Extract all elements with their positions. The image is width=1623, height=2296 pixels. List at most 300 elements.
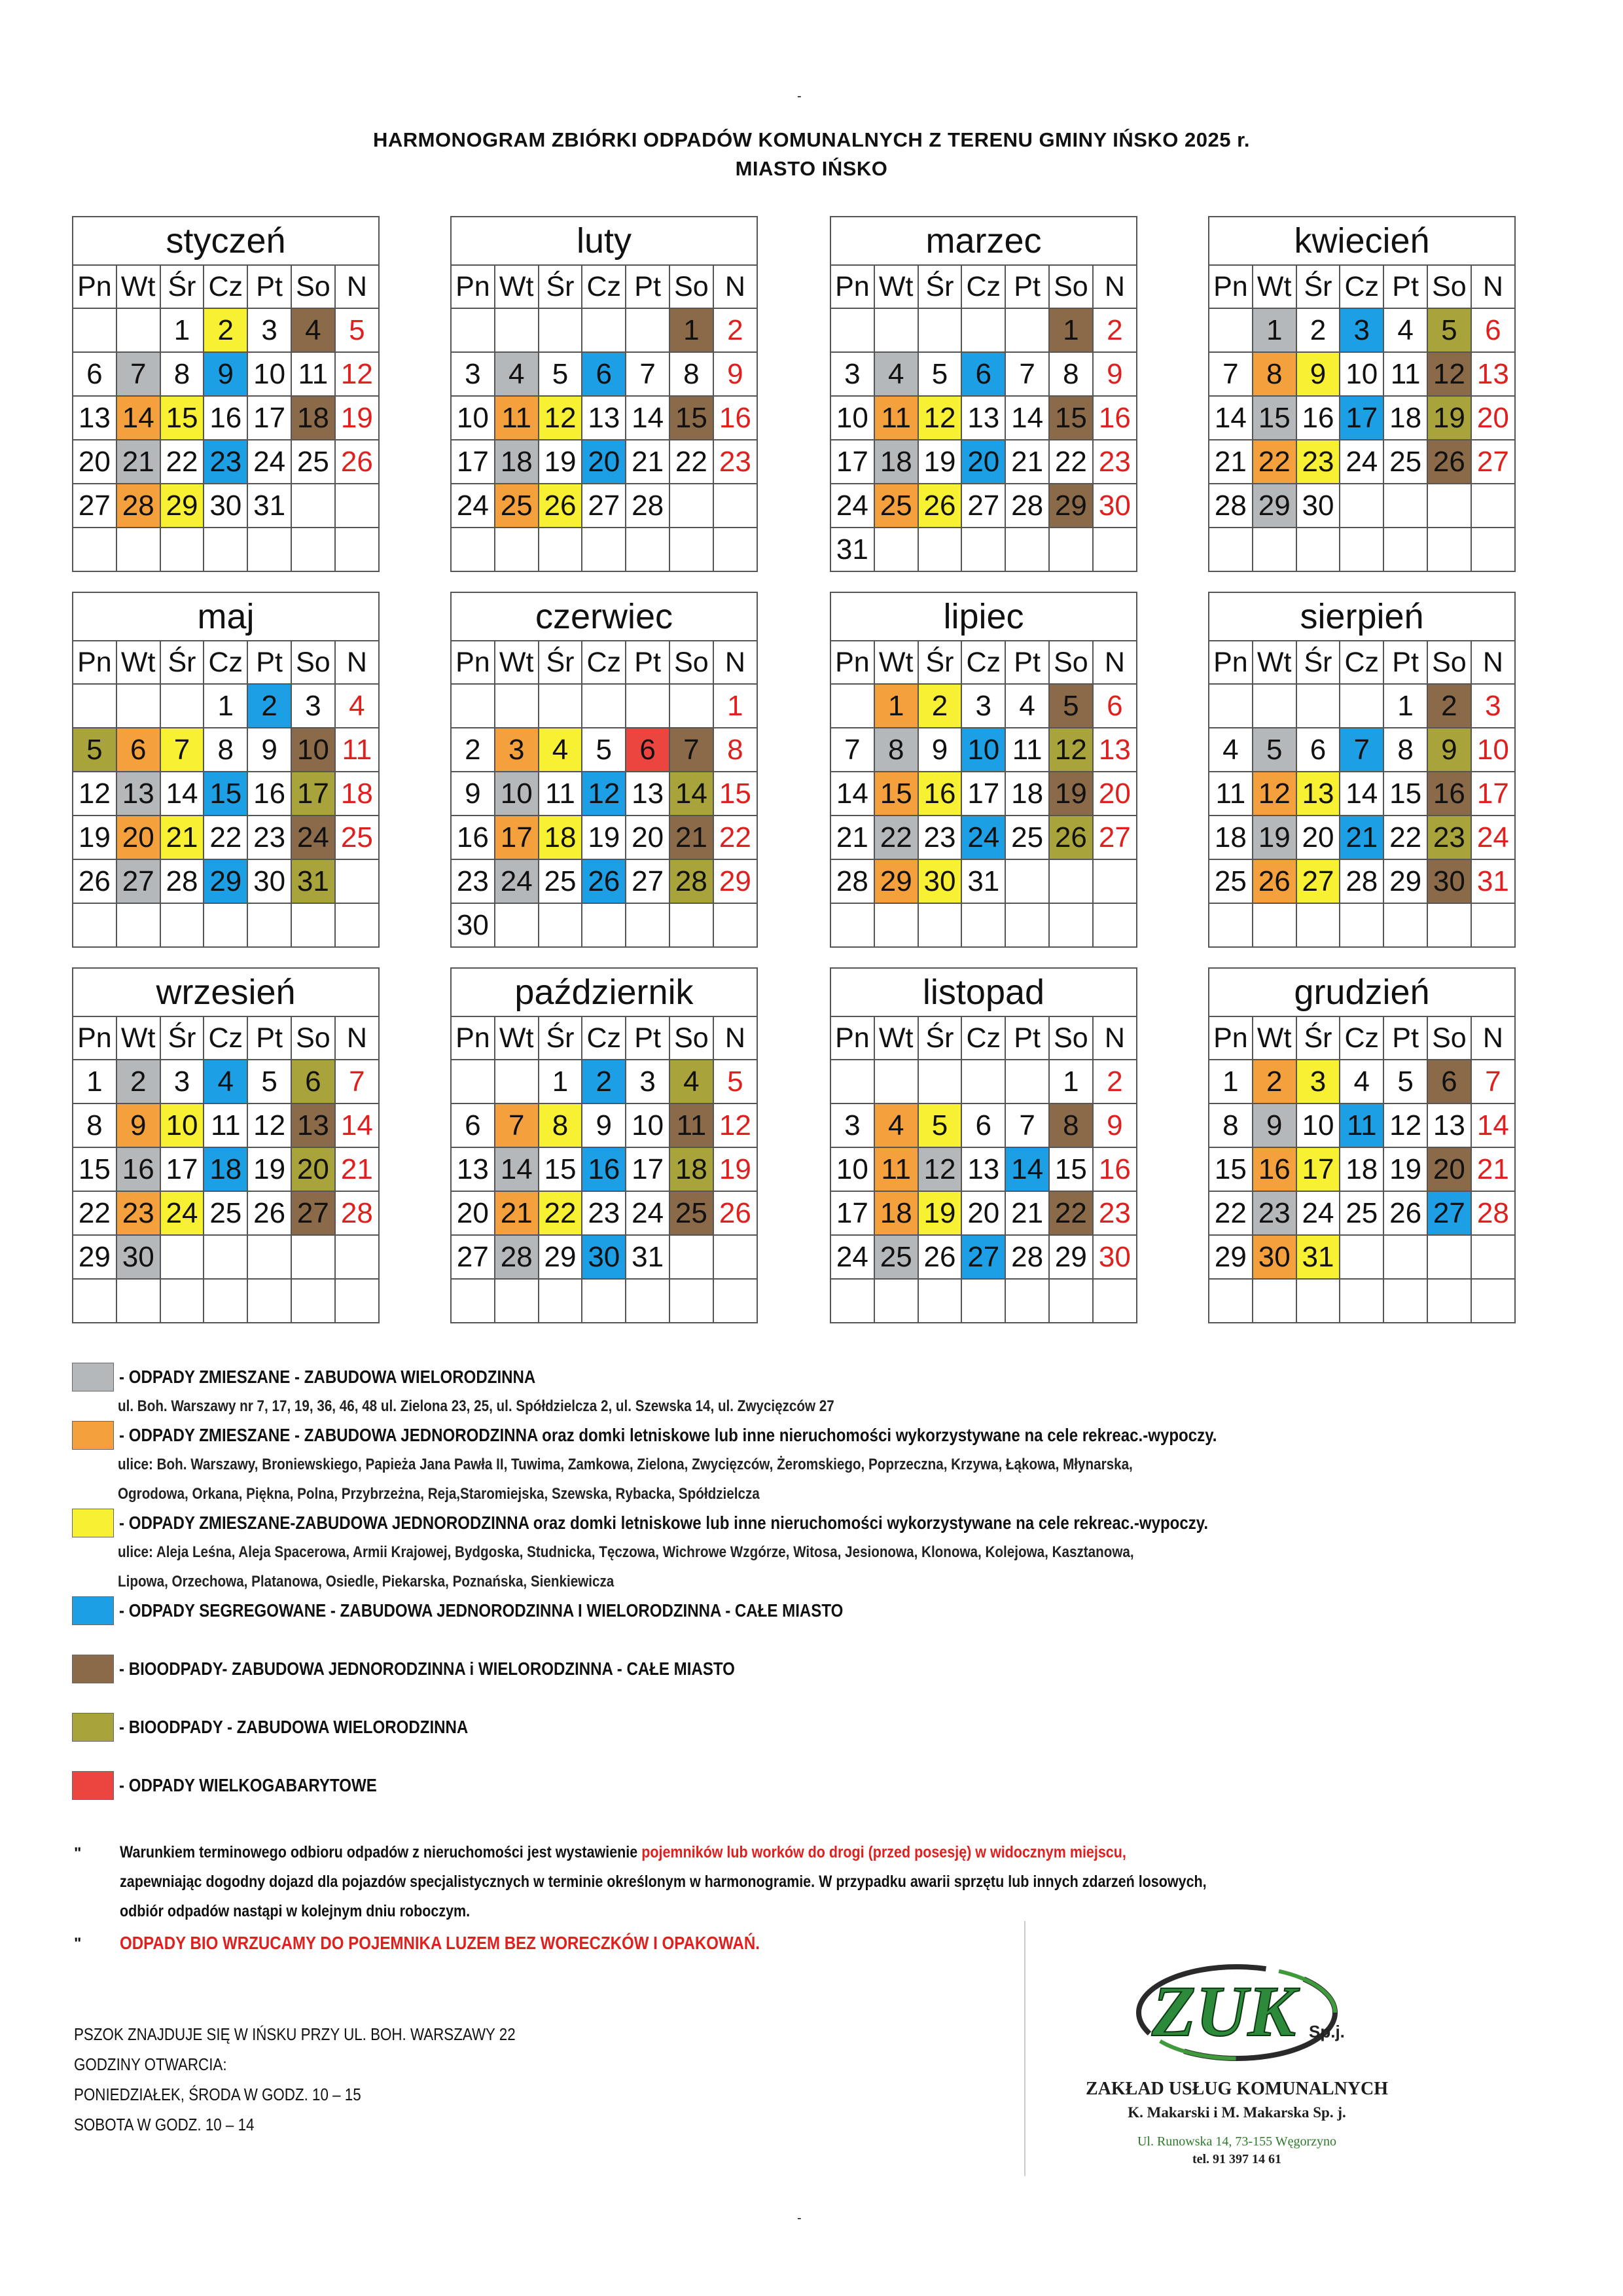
weekday-header: So	[1427, 641, 1471, 684]
legend-swatch-brown	[72, 1655, 114, 1683]
month-0	[72, 216, 380, 572]
day-cell: 16	[1253, 1147, 1296, 1191]
day-cell: 2	[582, 1060, 626, 1103]
empty-cell	[1253, 528, 1296, 571]
day-cell: 5	[918, 352, 962, 396]
day-cell: 16	[1296, 396, 1340, 440]
legend-label-yellow: - ODPADY ZMIESZANE-ZABUDOWA JEDNORODZINNA oraz domki letniskowe lub inne nieruchomości wykorzystywane na cele rekreac.-wypoczy.	[119, 1513, 1209, 1533]
day-cell: 7	[495, 1103, 539, 1147]
weekday-header: Śr	[1296, 641, 1340, 684]
month-name: maj	[73, 592, 379, 641]
day-cell: 8	[1209, 1103, 1253, 1147]
day-cell: 15	[160, 396, 204, 440]
day-cell: 30	[247, 859, 291, 903]
day-cell: 6	[961, 1103, 1005, 1147]
empty-cell	[1253, 903, 1296, 947]
weekday-header: So	[291, 265, 335, 308]
day-cell: 30	[116, 1235, 160, 1279]
legend	[72, 1363, 1433, 1800]
empty-cell	[116, 528, 160, 571]
day-cell: 13	[961, 396, 1005, 440]
empty-cell	[669, 1279, 713, 1323]
empty-cell	[73, 903, 116, 947]
title-line-1: HARMONOGRAM ZBIÓRKI ODPADÓW KOMUNALNYCH Z TERENU GMINY IŃSKO 2025 r.	[372, 128, 1251, 151]
day-cell: 30	[1427, 859, 1471, 903]
weekday-header: Cz	[1340, 1016, 1383, 1060]
day-cell: 18	[874, 440, 918, 484]
empty-cell	[874, 1279, 918, 1323]
day-cell: 1	[1209, 1060, 1253, 1103]
month-6	[830, 592, 1137, 948]
day-cell: 2	[713, 308, 757, 352]
day-cell: 4	[495, 352, 539, 396]
day-cell: 29	[1383, 859, 1427, 903]
note-1-line-1	[120, 1838, 1126, 1867]
weekday-header: N	[1471, 265, 1515, 308]
day-cell: 16	[713, 396, 757, 440]
day-cell: 27	[1296, 859, 1340, 903]
empty-cell	[291, 484, 335, 528]
empty-cell	[160, 528, 204, 571]
company-logo-block	[1021, 1914, 1453, 2176]
day-cell: 28	[1340, 859, 1383, 903]
empty-cell	[961, 528, 1005, 571]
day-cell: 14	[830, 772, 874, 816]
day-cell: 11	[1005, 728, 1049, 772]
day-cell: 6	[291, 1060, 335, 1103]
day-cell: 30	[1296, 484, 1340, 528]
empty-cell	[1049, 859, 1093, 903]
day-cell: 25	[1383, 440, 1427, 484]
empty-cell	[291, 1279, 335, 1323]
day-cell: 25	[1340, 1191, 1383, 1235]
empty-cell	[1005, 1060, 1049, 1103]
day-cell: 1	[1049, 1060, 1093, 1103]
day-cell: 14	[1005, 396, 1049, 440]
weekday-header: N	[335, 1016, 379, 1060]
weekday-header: So	[291, 641, 335, 684]
empty-cell	[204, 903, 247, 947]
weekday-header: So	[1049, 265, 1093, 308]
legend-label-red: - ODPADY WIELKOGABARYTOWE	[119, 1775, 377, 1795]
day-cell: 29	[1049, 484, 1093, 528]
day-cell: 19	[539, 440, 582, 484]
day-cell: 28	[335, 1191, 379, 1235]
day-cell: 19	[1427, 396, 1471, 440]
day-cell: 7	[1209, 352, 1253, 396]
empty-cell	[874, 528, 918, 571]
empty-cell	[961, 1279, 1005, 1323]
empty-cell	[1427, 528, 1471, 571]
day-cell: 4	[874, 352, 918, 396]
day-cell: 30	[1253, 1235, 1296, 1279]
day-cell: 6	[116, 728, 160, 772]
empty-cell	[247, 528, 291, 571]
day-cell: 21	[1005, 1191, 1049, 1235]
day-cell: 17	[291, 772, 335, 816]
day-cell: 22	[1383, 816, 1427, 859]
empty-cell	[1471, 484, 1515, 528]
day-cell: 3	[160, 1060, 204, 1103]
empty-cell	[918, 308, 962, 352]
empty-cell	[73, 684, 116, 728]
weekday-header: N	[1471, 641, 1515, 684]
day-cell: 1	[713, 684, 757, 728]
weekday-header: So	[291, 1016, 335, 1060]
weekday-header: Wt	[1253, 1016, 1296, 1060]
weekday-header: N	[713, 641, 757, 684]
month-2	[830, 216, 1137, 572]
empty-cell	[1005, 903, 1049, 947]
weekday-header: So	[669, 641, 713, 684]
day-cell: 9	[1427, 728, 1471, 772]
empty-cell	[582, 308, 626, 352]
day-cell: 17	[1471, 772, 1515, 816]
day-cell: 23	[1296, 440, 1340, 484]
weekday-header: Pn	[830, 641, 874, 684]
weekday-header: N	[713, 265, 757, 308]
day-cell: 20	[961, 440, 1005, 484]
weekday-header: Śr	[160, 641, 204, 684]
day-cell: 24	[160, 1191, 204, 1235]
empty-cell	[1209, 308, 1253, 352]
month-name: październik	[451, 968, 757, 1016]
day-cell: 10	[830, 1147, 874, 1191]
empty-cell	[874, 903, 918, 947]
day-cell: 12	[539, 396, 582, 440]
weekday-header: Śr	[1296, 265, 1340, 308]
day-cell: 6	[626, 728, 669, 772]
day-cell: 9	[451, 772, 495, 816]
day-cell: 27	[291, 1191, 335, 1235]
month-9	[450, 967, 758, 1323]
empty-cell	[1093, 1279, 1137, 1323]
day-cell: 28	[626, 484, 669, 528]
day-cell: 14	[1209, 396, 1253, 440]
weekday-header: N	[335, 265, 379, 308]
day-cell: 27	[1093, 816, 1137, 859]
day-cell: 19	[582, 816, 626, 859]
weekday-header: Pn	[830, 1016, 874, 1060]
day-cell: 14	[626, 396, 669, 440]
day-cell: 26	[1427, 440, 1471, 484]
weekday-header: Pt	[1005, 1016, 1049, 1060]
day-cell: 3	[495, 728, 539, 772]
day-cell: 13	[1427, 1103, 1471, 1147]
day-cell: 22	[160, 440, 204, 484]
day-cell: 20	[1471, 396, 1515, 440]
weekday-header: Pn	[830, 265, 874, 308]
month-name: kwiecień	[1209, 217, 1515, 265]
day-cell: 23	[1427, 816, 1471, 859]
empty-cell	[1340, 1279, 1383, 1323]
company-owners: K. Makarski i M. Makarska Sp. j.	[1128, 2104, 1346, 2121]
note-1-text: Warunkiem terminowego odbioru odpadów z nieruchomości jest wystawienie	[120, 1843, 642, 1861]
day-cell: 6	[1093, 684, 1137, 728]
empty-cell	[335, 484, 379, 528]
day-cell: 28	[1005, 1235, 1049, 1279]
day-cell: 19	[1253, 816, 1296, 859]
weekday-header: Śr	[918, 265, 962, 308]
empty-cell	[918, 903, 962, 947]
day-cell: 29	[539, 1235, 582, 1279]
page-title	[0, 126, 1623, 183]
empty-cell	[291, 903, 335, 947]
weekday-header: Pn	[1209, 1016, 1253, 1060]
month-11	[1208, 967, 1516, 1323]
empty-cell	[830, 1279, 874, 1323]
weekday-header: Pt	[626, 265, 669, 308]
day-cell: 14	[160, 772, 204, 816]
day-cell: 31	[291, 859, 335, 903]
legend-swatch-gray	[72, 1363, 114, 1391]
day-cell: 9	[247, 728, 291, 772]
day-cell: 6	[582, 352, 626, 396]
day-cell: 16	[582, 1147, 626, 1191]
day-cell: 8	[160, 352, 204, 396]
day-cell: 31	[247, 484, 291, 528]
weekday-header: Pt	[247, 641, 291, 684]
empty-cell	[539, 528, 582, 571]
weekday-header: Wt	[116, 641, 160, 684]
empty-cell	[713, 528, 757, 571]
empty-cell	[160, 1235, 204, 1279]
empty-cell	[495, 1279, 539, 1323]
weekday-header: Cz	[1340, 265, 1383, 308]
day-cell: 8	[539, 1103, 582, 1147]
empty-cell	[1383, 1235, 1427, 1279]
empty-cell	[1471, 1279, 1515, 1323]
day-cell: 26	[1383, 1191, 1427, 1235]
day-cell: 3	[1296, 1060, 1340, 1103]
empty-cell	[713, 1279, 757, 1323]
day-cell: 21	[160, 816, 204, 859]
day-cell: 11	[1340, 1103, 1383, 1147]
day-cell: 9	[1296, 352, 1340, 396]
day-cell: 17	[626, 1147, 669, 1191]
pszok-location: PSZOK ZNAJDUJE SIĘ W IŃSKU PRZY UL. BOH. WARSZAWY 22	[74, 2024, 516, 2044]
empty-cell	[73, 308, 116, 352]
month-name: marzec	[830, 217, 1137, 265]
day-cell: 20	[961, 1191, 1005, 1235]
month-4	[72, 592, 380, 948]
day-cell: 10	[451, 396, 495, 440]
empty-cell	[713, 1235, 757, 1279]
day-cell: 1	[160, 308, 204, 352]
day-cell: 7	[1005, 352, 1049, 396]
empty-cell	[1209, 684, 1253, 728]
day-cell: 2	[116, 1060, 160, 1103]
day-cell: 21	[1209, 440, 1253, 484]
day-cell: 23	[451, 859, 495, 903]
day-cell: 12	[335, 352, 379, 396]
weekday-header: Śr	[539, 641, 582, 684]
weekday-header: N	[1093, 641, 1137, 684]
day-cell: 27	[961, 484, 1005, 528]
day-cell: 4	[874, 1103, 918, 1147]
day-cell: 30	[582, 1235, 626, 1279]
day-cell: 14	[116, 396, 160, 440]
weekday-header: Wt	[116, 1016, 160, 1060]
day-cell: 9	[116, 1103, 160, 1147]
day-cell: 11	[495, 396, 539, 440]
day-cell: 4	[291, 308, 335, 352]
day-cell: 1	[874, 684, 918, 728]
day-cell: 3	[961, 684, 1005, 728]
day-cell: 31	[830, 528, 874, 571]
empty-cell	[247, 1279, 291, 1323]
day-cell: 26	[247, 1191, 291, 1235]
empty-cell	[1340, 528, 1383, 571]
weekday-header: Cz	[582, 641, 626, 684]
day-cell: 20	[291, 1147, 335, 1191]
day-cell: 26	[1253, 859, 1296, 903]
day-cell: 12	[73, 772, 116, 816]
weekday-header: N	[713, 1016, 757, 1060]
day-cell: 29	[1049, 1235, 1093, 1279]
day-cell: 30	[204, 484, 247, 528]
day-cell: 29	[1253, 484, 1296, 528]
day-cell: 15	[73, 1147, 116, 1191]
empty-cell	[291, 1235, 335, 1279]
note-1-line-2: zapewniając dogodny dojazd dla pojazdów specjalistycznych w terminie określonym w harmonogramie. W przypadku awarii sprzętu lub innych zdarzeń losowych,	[120, 1873, 1207, 1891]
day-cell: 10	[961, 728, 1005, 772]
day-cell: 29	[1209, 1235, 1253, 1279]
empty-cell	[1296, 1279, 1340, 1323]
empty-cell	[495, 528, 539, 571]
day-cell: 18	[1209, 816, 1253, 859]
empty-cell	[204, 528, 247, 571]
day-cell: 22	[539, 1191, 582, 1235]
day-cell: 11	[1209, 772, 1253, 816]
empty-cell	[1340, 484, 1383, 528]
empty-cell	[961, 903, 1005, 947]
day-cell: 9	[204, 352, 247, 396]
weekday-header: Pt	[1383, 1016, 1427, 1060]
day-cell: 13	[1471, 352, 1515, 396]
day-cell: 20	[116, 816, 160, 859]
weekday-header: Wt	[116, 265, 160, 308]
day-cell: 5	[1049, 684, 1093, 728]
day-cell: 23	[116, 1191, 160, 1235]
day-cell: 22	[73, 1191, 116, 1235]
weekday-header: N	[1471, 1016, 1515, 1060]
note-bullet-2: "	[74, 1935, 82, 1952]
weekday-header: Pt	[1005, 641, 1049, 684]
day-cell: 15	[1209, 1147, 1253, 1191]
day-cell: 3	[830, 1103, 874, 1147]
day-cell: 15	[874, 772, 918, 816]
legend-streets-orange-2: Ogrodowa, Orkana, Piękna, Polna, Przybrzeżna, Reja,Staromiejska, Szewska, Rybacka, Spółdzielcza	[118, 1485, 760, 1503]
day-cell: 16	[247, 772, 291, 816]
day-cell: 11	[874, 396, 918, 440]
day-cell: 23	[1093, 440, 1137, 484]
day-cell: 14	[1340, 772, 1383, 816]
day-cell: 3	[291, 684, 335, 728]
day-cell: 23	[1253, 1191, 1296, 1235]
day-cell: 3	[1471, 684, 1515, 728]
empty-cell	[1005, 528, 1049, 571]
day-cell: 14	[669, 772, 713, 816]
day-cell: 3	[247, 308, 291, 352]
weekday-header: Wt	[1253, 641, 1296, 684]
empty-cell	[495, 1060, 539, 1103]
month-name: lipiec	[830, 592, 1137, 641]
day-cell: 20	[1296, 816, 1340, 859]
day-cell: 12	[918, 396, 962, 440]
empty-cell	[204, 1235, 247, 1279]
day-cell: 2	[247, 684, 291, 728]
weekday-header: Cz	[961, 1016, 1005, 1060]
empty-cell	[830, 1060, 874, 1103]
day-cell: 22	[1253, 440, 1296, 484]
empty-cell	[669, 528, 713, 571]
day-cell: 24	[1471, 816, 1515, 859]
day-cell: 6	[1471, 308, 1515, 352]
weekday-header: Śr	[539, 265, 582, 308]
day-cell: 7	[1471, 1060, 1515, 1103]
day-cell: 9	[918, 728, 962, 772]
weekday-header: Pn	[1209, 641, 1253, 684]
day-cell: 7	[116, 352, 160, 396]
day-cell: 14	[1471, 1103, 1515, 1147]
day-cell: 17	[830, 440, 874, 484]
day-cell: 22	[1049, 440, 1093, 484]
day-cell: 31	[961, 859, 1005, 903]
legend-swatch-yellow	[72, 1509, 114, 1537]
day-cell: 24	[626, 1191, 669, 1235]
day-cell: 8	[713, 728, 757, 772]
day-cell: 18	[335, 772, 379, 816]
day-cell: 29	[874, 859, 918, 903]
weekday-header: Cz	[204, 265, 247, 308]
day-cell: 31	[1471, 859, 1515, 903]
day-cell: 8	[1049, 1103, 1093, 1147]
empty-cell	[918, 1279, 962, 1323]
day-cell: 11	[291, 352, 335, 396]
day-cell: 25	[335, 816, 379, 859]
day-cell: 16	[1093, 396, 1137, 440]
empty-cell	[1296, 528, 1340, 571]
weekday-header: Pn	[1209, 265, 1253, 308]
day-cell: 11	[669, 1103, 713, 1147]
weekday-header: Pn	[73, 265, 116, 308]
day-cell: 27	[1471, 440, 1515, 484]
day-cell: 7	[1340, 728, 1383, 772]
day-cell: 28	[116, 484, 160, 528]
empty-cell	[961, 1060, 1005, 1103]
empty-cell	[582, 903, 626, 947]
day-cell: 13	[961, 1147, 1005, 1191]
weekday-header: Pt	[626, 1016, 669, 1060]
weekday-header: Śr	[160, 265, 204, 308]
day-cell: 29	[73, 1235, 116, 1279]
weekday-header: Śr	[160, 1016, 204, 1060]
weekday-header: Pn	[73, 1016, 116, 1060]
day-cell: 10	[1471, 728, 1515, 772]
legend-streets-gray: ul. Boh. Warszawy nr 7, 17, 19, 36, 46, 48 ul. Zielona 23, 25, ul. Spółdzielcza 2, ul. Szewska 14, ul. Zwycięzców 27	[118, 1397, 834, 1415]
day-cell: 2	[1296, 308, 1340, 352]
empty-cell	[1005, 859, 1049, 903]
weekday-header: Śr	[539, 1016, 582, 1060]
logo-text: ZUK	[1152, 1971, 1296, 2051]
day-cell: 7	[626, 352, 669, 396]
day-cell: 2	[1093, 1060, 1137, 1103]
month-name: grudzień	[1209, 968, 1515, 1016]
day-cell: 16	[204, 396, 247, 440]
day-cell: 19	[1049, 772, 1093, 816]
empty-cell	[582, 1279, 626, 1323]
